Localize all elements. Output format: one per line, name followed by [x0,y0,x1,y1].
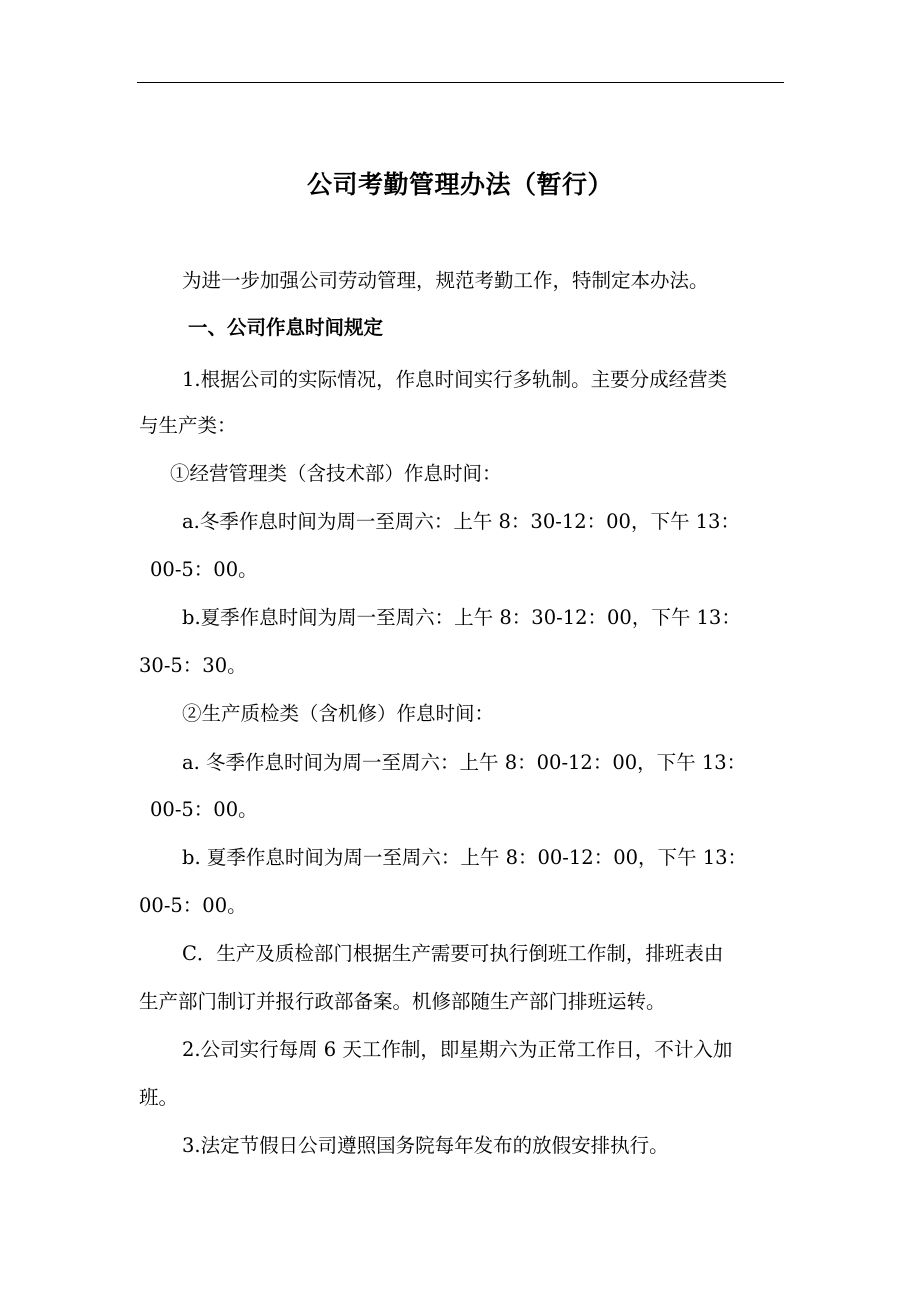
item-3-line-1: 3.法定节假日公司遵照国务院每年发布的放假安排执行。 [182,1134,669,1157]
subsection-1-a-line-2: 00-5：00。 [150,558,258,581]
subsection-1-heading: ①经营管理类（含技术部）作息时间： [170,462,502,485]
subsection-2-c-line-2: 生产部门制订并报行政部备案。机修部随生产部门排班运转。 [139,990,666,1013]
item-1-line-2: 与生产类： [139,414,237,437]
subsection-1-b-line-2: 30-5：30。 [139,654,247,677]
item-2-line-1: 2.公司实行每周 6 天工作制，即星期六为正常工作日，不计入加 [182,1038,733,1061]
subsection-1-b-line-1: b.夏季作息时间为周一至周六：上午 8：30-12：00，下午 13： [182,606,741,629]
item-1-line-1: 1.根据公司的实际情况，作息时间实行多轨制。主要分成经营类 [182,368,728,391]
subsection-2-a-line-2: 00-5：00。 [150,798,258,821]
section-heading: 一、公司作息时间规定 [188,316,384,339]
header-rule [137,82,784,83]
document-title: 公司考勤管理办法（暂行） [306,170,613,199]
subsection-2-a-line-1: a. 冬季作息时间为周一至周六：上午 8：00-12：00，下午 13： [182,751,747,774]
subsection-2-b-line-1: b. 夏季作息时间为周一至周六：上午 8：00-12：00，下午 13： [182,846,748,869]
subsection-2-b-line-2: 00-5：00。 [139,894,247,917]
intro-paragraph: 为进一步加强公司劳动管理，规范考勤工作，特制定本办法。 [182,269,709,292]
subsection-2-c-line-1: C．生产及质检部门根据生产需要可执行倒班工作制，排班表由 [182,942,724,965]
subsection-1-a-line-1: a.冬季作息时间为周一至周六：上午 8：30-12：00，下午 13： [182,510,740,533]
subsection-2-heading: ②生产质检类（含机修）作息时间： [182,702,495,725]
item-2-line-2: 班。 [139,1086,179,1109]
